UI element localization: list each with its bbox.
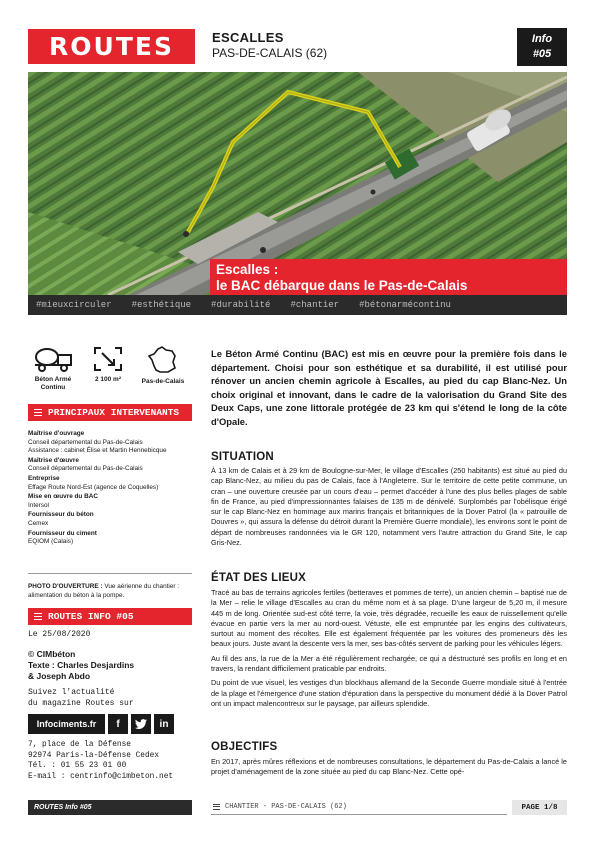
article-lead: Le Béton Armé Continu (BAC) est mis en œuvre pour la première fois dans le département. Choisi pour son esthétique et sa durabilité, il est utilisé pour rénover un ancien chemin agricole à Escalles, au pied du cap Blanc-Nez. Un choix original et innovant, dans le cadre de la valorisation du Grand Site des Deux Caps, une zone littorale protégée de 23 km qui s'étend le long de la côte d'Opale. xyxy=(211,348,567,427)
routes-logo[interactable]: ROUTES xyxy=(28,29,195,64)
list-item: Maîtrise d'ouvrage Conseil départemental du Pas-de-Calais Assistance : cabinet Élise et Martin Hennebicque xyxy=(28,430,167,455)
infociments-link[interactable]: Infociments.fr xyxy=(28,714,105,734)
surface-area-icon xyxy=(93,346,123,372)
social-links xyxy=(28,714,174,734)
hero-title: Escalles : le BAC débarque dans le Pas-de-Calais xyxy=(210,259,567,297)
location-block xyxy=(212,30,327,60)
intervenants-list xyxy=(28,430,198,548)
section-body: En 2017, après mûres réflexions et de nombreuses consultations, le département du Pas-de-Calais a lancé le projet d'aménagement de la zone située au pied du cap Blanc-Nez. Cette opé- xyxy=(211,757,567,777)
key-figure: Pas-de-Calais xyxy=(138,346,188,392)
hashtag[interactable]: #esthétique xyxy=(131,300,192,310)
footer-magazine: ROUTES Info #05 xyxy=(28,800,192,815)
divider xyxy=(28,573,192,574)
hashtag[interactable]: #durabilité xyxy=(211,300,271,310)
section-body: À 13 km de Calais et à 29 km de Boulogne-sur-Mer, le village d'Escalles (250 habitants) est situé au pied du cap Blanc-Nez, au milieu du pas de Calais, face à l'Angleterre. Sur le territoire de cette petite commune, un cran – une ouverture creusée par un cours d'eau – permet d'accéder à l'une des plus belles plages de sable fin de France, au pied d'impressionnantes falaises de 135 m de dénivelé. Surplombés par l'obélisque érigé sur le cap Blanc-Nez en hommage aux marins français et britanniques de la Dover Patrol (la « patrouille de Douvres », qui assura la défense du détroit durant la Première Guerre mondiale), les environs sont le point de départ de nombreuses randonnées via le GR 120, notamment vers l'autre attraction du Grand Site, le cap Gris-Nez. xyxy=(211,466,567,548)
concrete-mixer-icon xyxy=(32,346,74,372)
menu-icon xyxy=(34,613,42,620)
address-block: 7, place de la Défense 92974 Paris-la-Défense Cedex Tél. : 01 55 23 01 00 E-mail : centrinfo@cimbeton.net xyxy=(28,741,174,781)
section-title: SITUATION xyxy=(211,451,274,463)
footer-section: CHANTIER - PAS-DE-CALAIS (62) xyxy=(211,800,507,815)
list-item: Maîtrise d'œuvre Conseil départemental du Pas-de-Calais xyxy=(28,456,143,473)
key-figure: 2 100 m² xyxy=(83,346,133,392)
info-badge: Info #05 xyxy=(517,28,567,66)
hashtag-bar xyxy=(28,295,567,315)
section-title: ÉTAT DES LIEUX xyxy=(211,572,307,584)
france-map-icon xyxy=(148,346,178,374)
department-name: PAS-DE-CALAIS (62) xyxy=(212,46,328,60)
key-figure: Béton Armé Continu xyxy=(28,346,78,392)
publication-date: Le 25/08/2020 xyxy=(28,630,91,639)
intervenants-heading: PRINCIPAUX INTERVENANTS xyxy=(28,404,192,421)
follow-text: Suivez l'actualité du magazine Routes sur xyxy=(28,688,134,708)
hashtag[interactable]: #chantier xyxy=(290,300,340,310)
hashtag[interactable]: #mieuxcirculer xyxy=(36,300,112,310)
list-item: Fournisseur du ciment EQIOM (Calais) xyxy=(28,529,97,546)
facebook-icon[interactable]: f xyxy=(108,714,128,734)
list-item: Fournisseur du béton Cemex xyxy=(28,511,94,527)
photo-caption: PHOTO D'OUVERTURE : Vue aérienne du chantier : alimentation du béton à la pompe. xyxy=(28,583,180,599)
hashtag[interactable]: #bétonarmécontinu xyxy=(359,300,451,310)
menu-icon xyxy=(213,804,220,810)
menu-icon xyxy=(34,409,42,416)
section-body: Tracé au bas de terrains agricoles fertiles (betteraves et pommes de terre), un ancien chemin – baptisé rue de la Mer – relie le village d'Escalles au cran du même nom et à sa plage. D'une largeur de 5,20 m, il mesure 445 m de long. Orientée sud-est côté terre, la voie, très dégradée, recueille les eaux de ruissellement qu'elle évacue en partie vers la mer au nord-ouest. Vétuste, elle est empruntée par les engins des cultivateurs, surtout au moment des récoltes. Elle est également fréquentée par les voitures des promeneurs dès les beaux jours. Juste avant la descente vers la mer, ses bas-côtés servent de parking pour les véhicules légers. Au fil des ans, la rue de la Mer a été régulièrement rechargée, ce qui a déstructuré ses profils en long et en travers, la rendant difficilement praticable par endroits. Du point de vue visuel, les vestiges d'un blockhaus allemand de la Seconde Guerre mondiale situé à l'entrée de la plage et l'émergence d'une station d'épuration dans la perspective du monument dédié à la Dover Patrol ont un impact malencontreux sur le paysage, par ailleurs splendide. xyxy=(211,588,567,708)
credits: © CIMbéton Texte : Charles Desjardins & Joseph Abdo xyxy=(28,649,135,681)
page-number: PAGE 1/8 xyxy=(512,800,567,815)
twitter-icon[interactable] xyxy=(131,714,151,734)
list-item: Mise en œuvre du BAC Intersol xyxy=(28,493,98,509)
list-item: Entreprise Effage Route Nord-Est (agence de Coquelles) xyxy=(28,474,159,491)
routes-info-heading: ROUTES INFO #05 xyxy=(28,608,192,625)
key-figures xyxy=(28,346,188,392)
linkedin-icon[interactable]: in xyxy=(154,714,174,734)
section-title: OBJECTIFS xyxy=(211,741,278,753)
city-name: ESCALLES xyxy=(212,30,284,45)
